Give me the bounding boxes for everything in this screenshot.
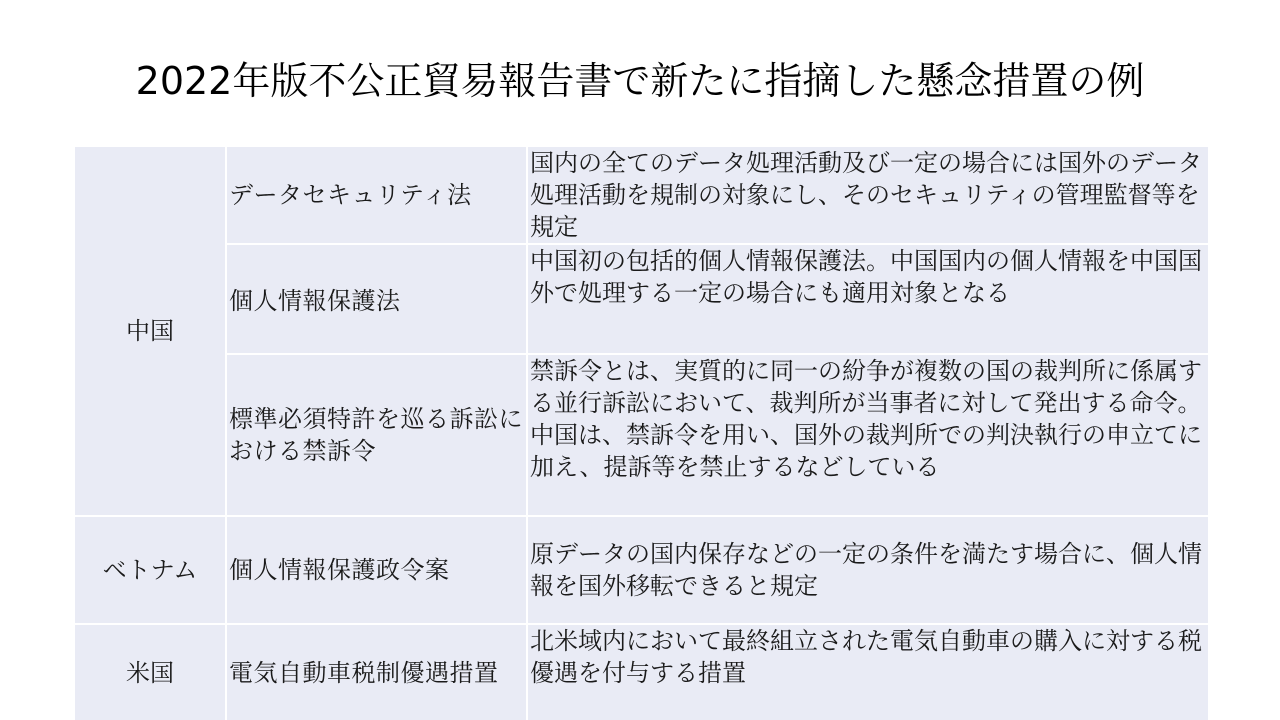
measure-description-cell: 中国初の包括的個人情報保護法。中国国内の個人情報を中国国外で処理する一定の場合にも適用対象となる <box>527 244 1209 354</box>
measure-description-cell: 北米域内において最終組立された電気自動車の購入に対する税優遇を付与する措置 <box>527 624 1209 720</box>
measure-description-cell: 国内の全てのデータ処理活動及び一定の場合には国外のデータ処理活動を規制の対象にし、そのセキュリティの管理監督等を規定 <box>527 146 1209 244</box>
country-cell-vietnam: ベトナム <box>74 516 226 624</box>
measure-description-cell: 原データの国内保存などの一定の条件を満たす場合に、個人情報を国外移転できると規定 <box>527 516 1209 624</box>
measure-name-cell: 電気自動車税制優遇措置 <box>226 624 527 720</box>
table-row <box>74 146 1209 244</box>
measure-name-cell: 個人情報保護法 <box>226 244 527 354</box>
measure-name-cell: 標準必須特許を巡る訴訟における禁訴令 <box>226 354 527 516</box>
measure-name-cell: データセキュリティ法 <box>226 146 527 244</box>
table-row <box>74 244 1209 354</box>
measure-description-cell: 禁訴令とは、実質的に同一の紛争が複数の国の裁判所に係属する並行訴訟において、裁判所が当事者に対して発出する命令。中国は、禁訴令を用い、国外の裁判所での判決執行の申立てに加え、提訴等を禁止するなどしている <box>527 354 1209 516</box>
slide-title: 2022年版不公正貿易報告書で新たに指摘した懸念措置の例 <box>135 59 1145 103</box>
table-row <box>74 516 1209 624</box>
table-row <box>74 624 1209 720</box>
measure-name-cell: 個人情報保護政令案 <box>226 516 527 624</box>
table-row <box>74 354 1209 516</box>
country-cell-china: 中国 <box>74 146 226 516</box>
country-cell-us: 米国 <box>74 624 226 720</box>
concern-measures-table <box>73 145 1210 720</box>
